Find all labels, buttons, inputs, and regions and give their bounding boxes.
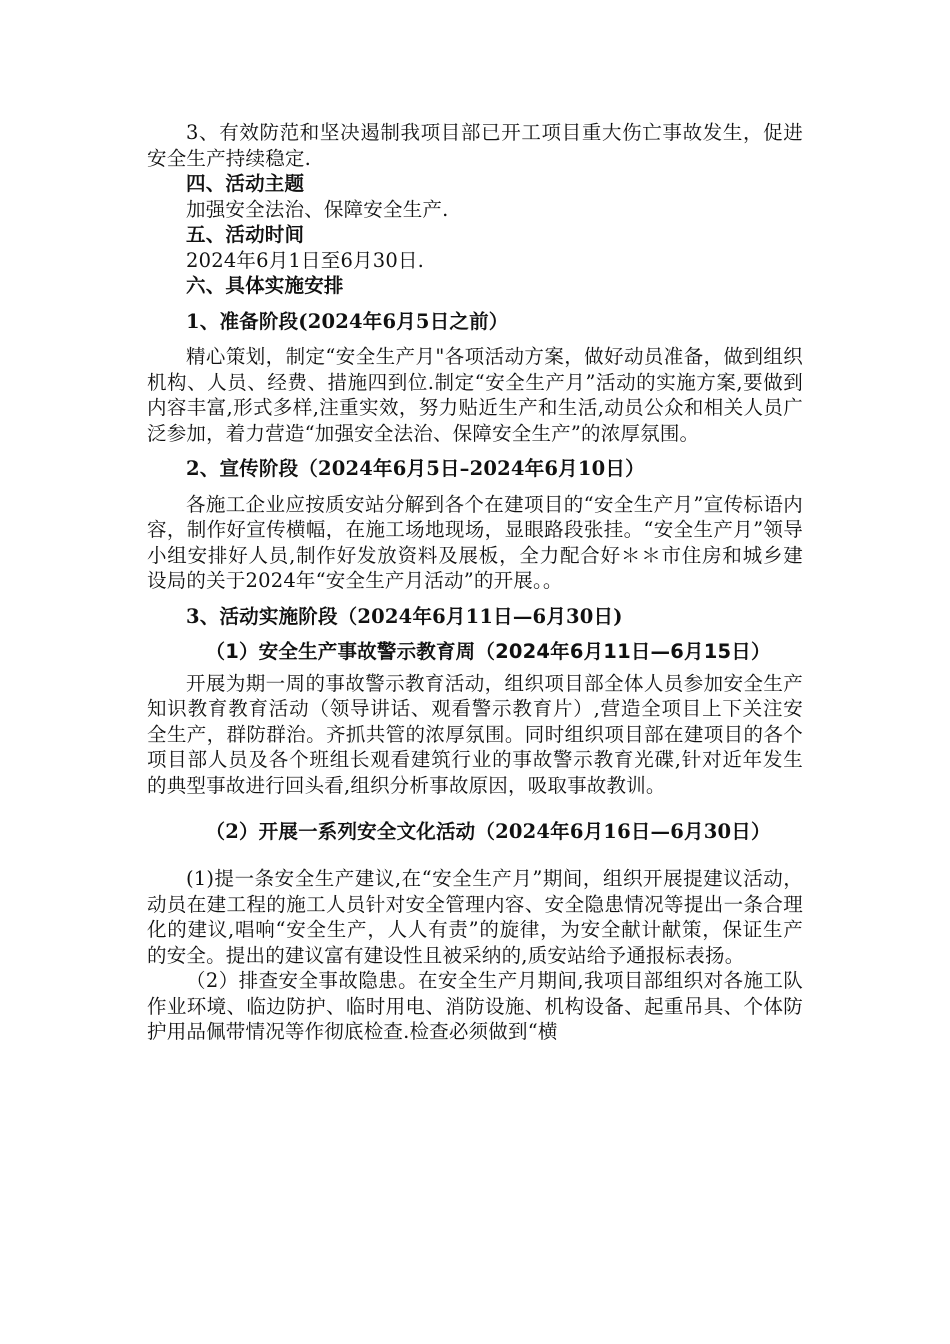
document-body [147, 120, 803, 1045]
heading-time: 五、活动时间 [186, 223, 305, 246]
paragraph-publicity-stage: 各施工企业应按质安站分解到各个在建项目的“安全生产月”宣传标语内容，制作好宣传横幅，在施工场地现场，显眼路段张挂。“安全生产月”领导小组安排好人员,制作好发放资料及展板，全力配合好＊＊市住房和城乡建设局的关于2024年“安全生产月活动”的开展。。 [147, 492, 803, 592]
heading-warning-week: （1）安全生产事故警示教育周（2024年6月11日—6月15日） [205, 640, 771, 663]
heading-implementation-stage: 3、活动实施阶段（2024年6月11日—6月30日) [186, 604, 623, 628]
heading-arrangement: 六、具体实施安排 [186, 274, 344, 297]
paragraph-suggestion: (1)提一条安全生产建议,在“安全生产月”期间，组织开展提建议活动，动员在建工程的施工人员针对安全管理内容、安全隐患情况等提出一条合理化的建议,唱响“安全生产，人人有责”的旋律，为安全献计献策，保证生产的安全。提出的建议富有建设性且被采纳的,质安站给予通报标表扬。 [147, 867, 803, 967]
paragraph-theme: 加强安全法治、保障安全生产. [186, 197, 449, 221]
paragraph-prep-stage: 精心策划，制定“安全生产月"各项活动方案，做好动员准备，做到组织机构、人员、经费、措施四到位.制定“安全生产月”活动的实施方案,要做到内容丰富,形式多样,注重实效，努力贴近生产和生活,动员公众和相关人员广泛参加，着力营造“加强安全法治、保障安全生产”的浓厚氛围。 [147, 345, 803, 445]
heading-publicity-stage: 2、宣传阶段（2024年6月5日–2024年6月10日） [186, 457, 645, 480]
heading-theme: 四、活动主题 [186, 172, 305, 195]
paragraph-hazard-check: （2）排查安全事故隐患。在安全生产月期间,我项目部组织对各施工队作业环境、临边防护、临时用电、消防设施、机构设备、起重吊具、个体防护用品佩带情况等作彻底检查.检查必须做到“横 [147, 969, 803, 1043]
heading-prep-stage: 1、准备阶段(2024年6月5日之前） [186, 309, 509, 333]
paragraph-goal-3: 3、有效防范和坚决遏制我项目部已开工项目重大伤亡事故发生，促进安全生产持续稳定. [147, 121, 803, 170]
paragraph-warning-week: 开展为期一周的事故警示教育活动，组织项目部全体人员参加安全生产知识教育教育活动（领导讲话、观看警示教育片）,营造全项目上下关注安全生产，群防群治。齐抓共管的浓厚氛围。同时组织项目部在建项目的各个项目部人员及各个班组长观看建筑行业的事故警示教育光碟,针对近年发生的典型事故进行回头看,组织分析事故原因，吸取事故教训。 [147, 671, 803, 797]
paragraph-time: 2024年6月1日至6月30日. [186, 248, 425, 272]
heading-culture-activities: （2）开展一系列安全文化活动（2024年6月16日—6月30日） [205, 820, 771, 843]
